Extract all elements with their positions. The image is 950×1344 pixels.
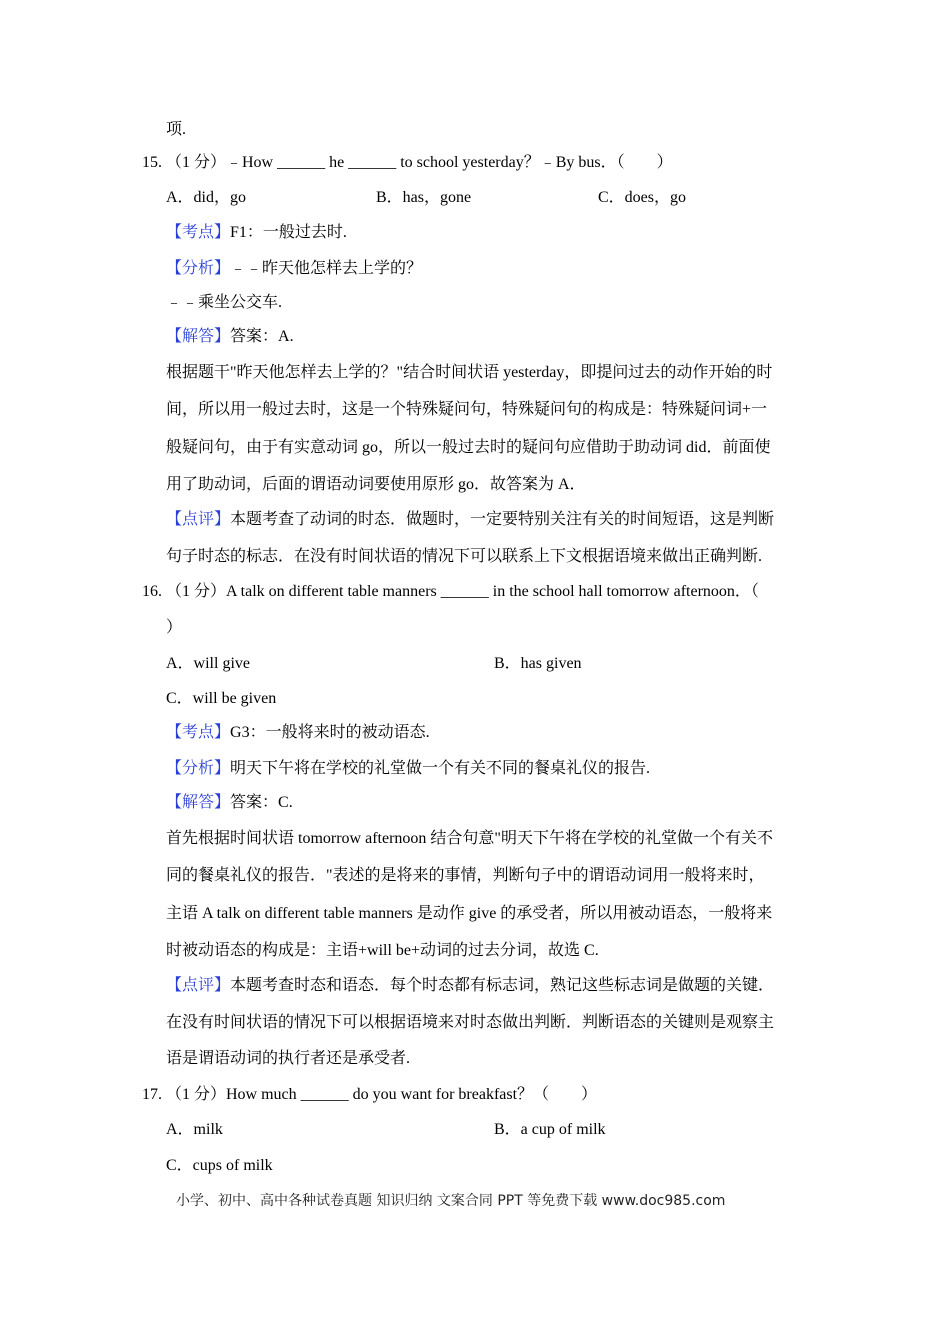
kaodian-text: G3：一般将来时的被动语态. (230, 724, 430, 741)
q15-option-a: A．did，go (166, 189, 247, 206)
q16-fenxi (166, 759, 650, 779)
jieda-text: 答案：C. (230, 794, 293, 811)
dianping-tag: 【点评】 (166, 977, 231, 994)
jieda-text: 答案：A. (230, 328, 294, 345)
q15-option-c: C．does，go (598, 189, 687, 206)
kaodian-tag: 【考点】 (166, 224, 231, 241)
q15-explain-2: 间，所以用一般过去时，这是一个特殊疑问句，特殊疑问句的构成是：特殊疑问词+一 (166, 401, 768, 418)
dianping-text: 本题考查时态和语态．每个时态都有标志词，熟记这些标志词是做题的关键． (230, 977, 775, 994)
q16-dianping-line3: 语是谓语动词的执行者还是承受者. (166, 1050, 411, 1067)
q16-explain-1: 首先根据时间状语 tomorrow afternoon 结合句意"明天下午将在学校的礼堂做一个有关不 (166, 830, 773, 847)
q15-option-b: B．has，gone (376, 189, 472, 206)
dianping-tag: 【点评】 (166, 511, 231, 528)
jieda-tag: 【解答】 (166, 794, 231, 811)
q16-dianping-line2: 在没有时间状语的情况下可以根据语境来对时态做出判断．判断语态的关键则是观察主 (166, 1014, 775, 1031)
q16-explain-2: 同的餐桌礼仪的报告．"表述的是将来的事情，判断句子中的谓语动词用一般将来时， (166, 867, 765, 884)
q17-option-c: C．cups of milk (166, 1157, 273, 1174)
q15-kaodian (166, 223, 347, 243)
q16-kaodian (166, 723, 430, 743)
q15-explain-3: 般疑问句，由于有实意动词 go，所以一般过去时的疑问句应借助于助动词 did．前面使 (166, 439, 771, 456)
q16-option-b: B．has given (494, 655, 582, 672)
q15-explain-1: 根据题干"昨天他怎样去上学的？"结合时间状语 yesterday，即提问过去的动作开始的时 (166, 364, 773, 381)
q16-explain-3: 主语 A talk on different table manners 是动作 give 的承受者，所以用被动语态，一般将来 (166, 905, 773, 922)
q15-dianping (166, 510, 774, 530)
dianping-text: 本题考查了动词的时态．做题时，一定要特别关注有关的时间短语，这是判断 (230, 511, 775, 528)
question-15-stem: 15. （1 分）﹣How ______ he ______ to school yesterday？﹣By bus．（ ） (142, 154, 673, 171)
q17-option-a: A．milk (166, 1121, 223, 1138)
page-footer: 小学、初中、高中各种试卷真题 知识归纳 文案合同 PPT 等免费下载 www.doc985.com (176, 1193, 726, 1209)
kaodian-text: F1：一般过去时. (230, 224, 347, 241)
q17-option-b: B．a cup of milk (494, 1121, 606, 1138)
fenxi-tag: 【分析】 (166, 760, 231, 777)
q16-jieda (166, 793, 293, 813)
q15-dianping-line2: 句子时态的标志．在没有时间状语的情况下可以联系上下文根据语境来做出正确判断. (166, 548, 763, 565)
q15-fenxi-line2: ﹣﹣乘坐公交车. (166, 294, 283, 311)
q16-dianping (166, 976, 774, 996)
fenxi-text: ﹣﹣昨天他怎样去上学的？ (230, 260, 423, 277)
kaodian-tag: 【考点】 (166, 724, 231, 741)
fenxi-text: 明天下午将在学校的礼堂做一个有关不同的餐桌礼仪的报告. (230, 760, 651, 777)
q16-option-c: C．will be given (166, 690, 277, 707)
question-17-stem: 17. （1 分）How much ______ do you want for breakfast？（ ） (142, 1086, 598, 1103)
q16-explain-4: 时被动语态的构成是：主语+will be+动词的过去分词，故选 C. (166, 942, 599, 959)
top-text: 项. (166, 121, 187, 138)
q15-explain-4: 用了助动词，后面的谓语动词要使用原形 go．故答案为 A． (166, 476, 586, 493)
question-16-stem-cont: ） (166, 619, 183, 636)
jieda-tag: 【解答】 (166, 328, 231, 345)
question-16-stem: 16. （1 分）A talk on different table manners ______ in the school hall tomorrow afternoon．（ (142, 583, 759, 600)
q15-fenxi (166, 259, 422, 279)
q15-jieda (166, 327, 294, 347)
fenxi-tag: 【分析】 (166, 260, 231, 277)
q16-option-a: A．will give (166, 655, 250, 672)
